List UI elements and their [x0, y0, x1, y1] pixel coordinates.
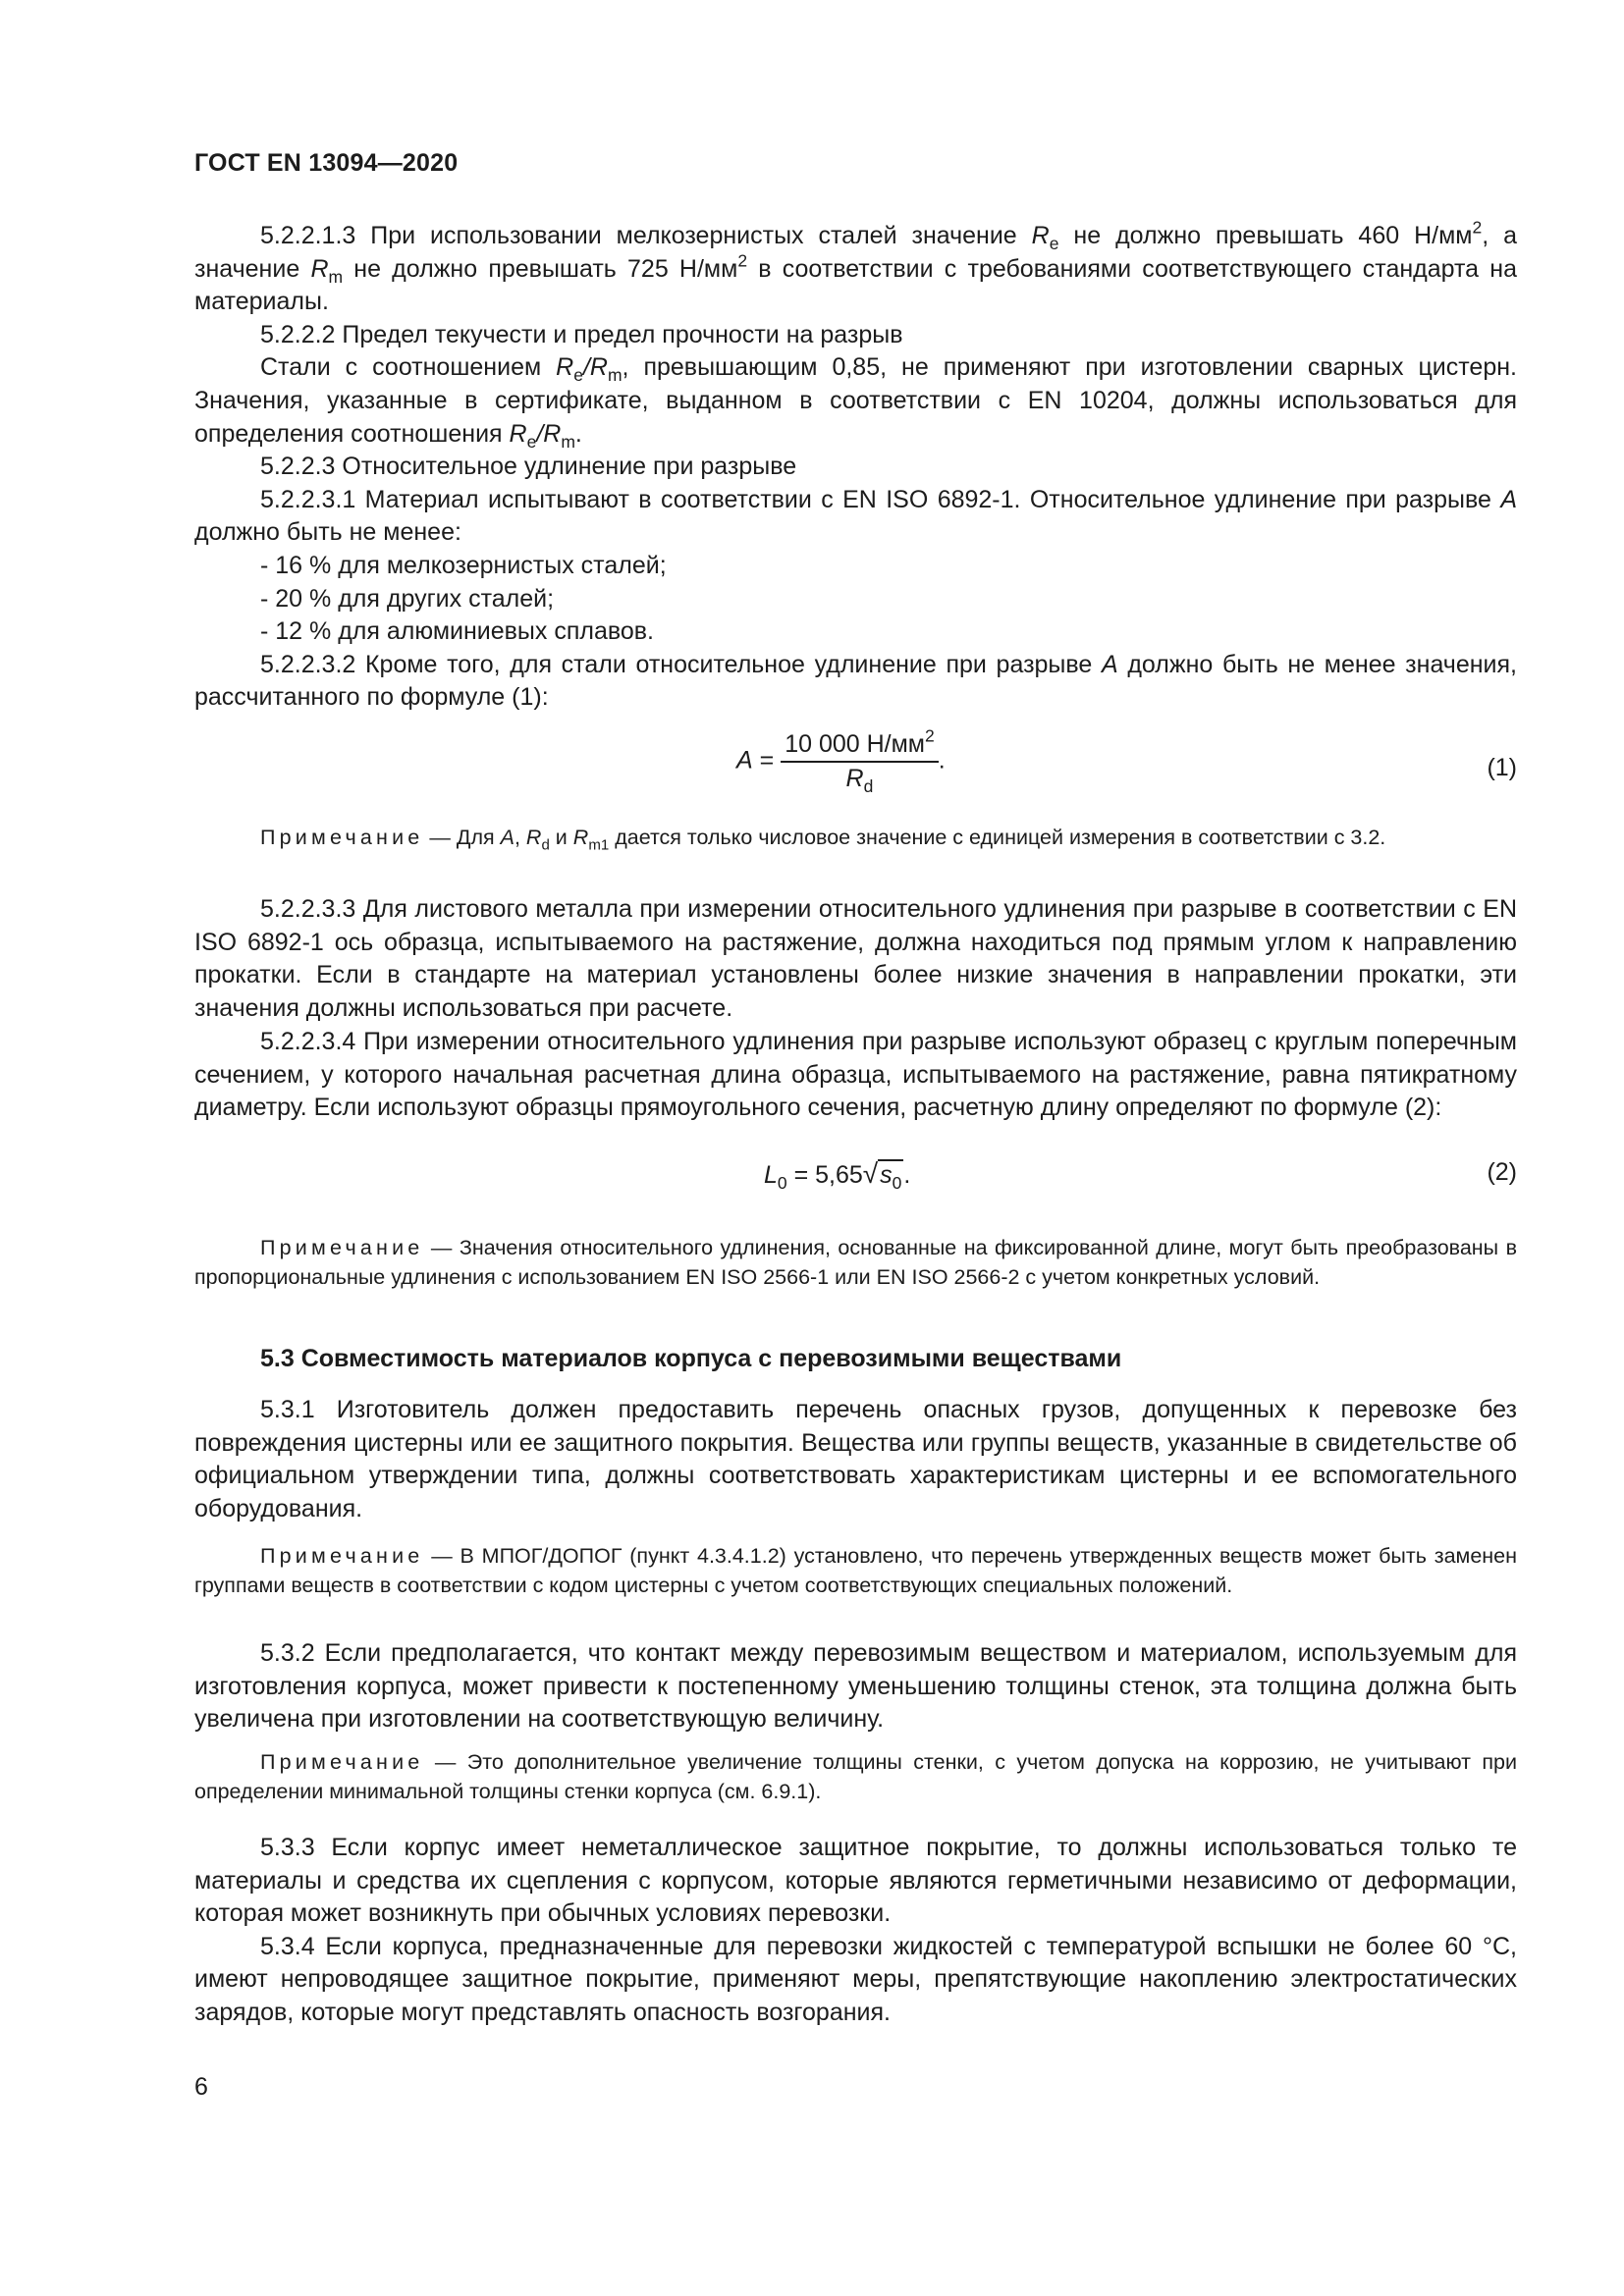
radicand [878, 1159, 903, 1194]
paragraph [194, 217, 1518, 319]
text: не должно превышать 725 Н/мм [343, 254, 738, 283]
formula-1 [194, 725, 1517, 809]
text: в соответствии с требованиями соответствующего стандарта на материалы. [194, 254, 1517, 316]
text: 5.2.2.3.2 Кроме того, для стали относительное удлинение при разрыве [260, 650, 1102, 678]
list-item: - 12 % для алюминиевых сплавов. [260, 617, 655, 646]
section-5-2-2-3-3 [194, 893, 1517, 1025]
subscript: m [607, 365, 623, 386]
variable: R [589, 353, 608, 382]
text: , а значение [194, 222, 1518, 283]
subscript: m [561, 431, 575, 452]
paragraph: 5.3.4 Если корпуса, предназначенные для перевозки жидкостей с температурой вспышки не более 60 °C, имеют непроводящее защитное покрытие, применяют меры, препятствующие накоплению электростатических зарядов, которые могут представлять опасность возгорания. [194, 1932, 1517, 2026]
note-label: Примечание [260, 1750, 424, 1774]
subscript: 0 [777, 1173, 787, 1194]
paragraph: 5.3.1 Изготовитель должен предоставить перечень опасных грузов, допущенных к перевозке без повреждения цистерны или ее защитного покрытия. Вещества или группы веществ, указанные в свидетельстве об официальном утверждении типа, должны соответствовать характеристикам цистерны и ее вспомогательного оборудования. [194, 1396, 1517, 1522]
paragraph: 5.2.2.3.3 Для листового металла при измерении относительного удлинения при разрыве в соответствии с EN ISO 6892-1 ось образца, испытываемого на растяжение, должна находиться под прямым углом к направлению прокатки. Если в стандарте на материал установлены более низкие значения в направлении прокатки, эти значения должны использоваться при расчете. [194, 895, 1517, 1022]
section-5-3 [194, 1345, 1517, 1373]
subscript: d [541, 836, 550, 854]
subscript: 0 [892, 1173, 902, 1194]
section-5-3-2 [194, 1637, 1517, 1736]
variable: s [880, 1161, 893, 1189]
section-5-3-3-and-5-3-4 [194, 1832, 1517, 2030]
formula-number: (2) [1487, 1158, 1517, 1186]
note-label: Примечание [260, 1544, 424, 1568]
note-label: Примечание [260, 826, 424, 849]
note-2 [194, 1233, 1517, 1292]
paragraph [194, 649, 1517, 715]
subscript: e [573, 365, 583, 386]
note-paragraph [194, 1541, 1517, 1600]
variable: R [310, 254, 329, 283]
formula-2 [194, 1158, 1517, 1198]
text: — В МПОГ/ДОПОГ (пункт 4.3.4.1.2) установлено, что перечень утвержденных веществ может быть заменен группами веществ в соответствии с кодом цистерны с учетом соответствующих специальных положений. [194, 1544, 1517, 1597]
text: не должно превышать 460 Н/мм [1058, 222, 1473, 249]
text: дается только числовое значение с единицей измерения в соответствии с 3.2. [609, 826, 1386, 849]
section-5-2-2-1-3 [194, 217, 1518, 715]
section-5-3-1 [194, 1394, 1517, 1525]
section-heading: 5.3 Совместимость материалов корпуса с перевозимыми веществами [260, 1345, 1122, 1372]
text: , превышающим 0,85, не применяют при изготовлении сварных цистерн. Значения, указанные в сертификате, выданном в соответствии с EN 10204, должны использоваться для определения соотношения [194, 353, 1517, 448]
radical-sign: √ [862, 1158, 879, 1189]
variable: A [1500, 485, 1517, 513]
formula-body [736, 725, 946, 797]
subsection-title: 5.2.2.3 Относительное удлинение при разрыве [260, 453, 797, 481]
variable: R [543, 419, 562, 448]
text: — Значения относительного удлинения, основанные на фиксированной длине, могут быть преобразованы в пропорциональные удлинения с использованием EN ISO 2566-1 или EN ISO 2566-2 с учетом конкретных условий. [194, 1236, 1517, 1289]
paragraph: 5.3.3 Если корпус имеет неметаллическое защитное покрытие, то должны использоваться только те материалы и средства их сцепления с корпусом, которые являются герметичными независимо от деформации, которая может возникнуть при обычных условиях перевозки. [194, 1834, 1517, 1928]
text: . [574, 419, 582, 448]
text: и [549, 826, 573, 849]
note-1 [194, 823, 1517, 852]
formula-body [764, 1158, 911, 1194]
paragraph [194, 484, 1517, 550]
section-5-2-2-3-4 [194, 1026, 1517, 1125]
text: Стали с соотношением [260, 353, 557, 382]
superscript: 2 [737, 250, 748, 271]
text: , [514, 826, 526, 849]
period: . [938, 746, 946, 774]
text: 5.2.2.3.1 Материал испытывают в соответствии с EN ISO 6892-1. Относительное удлинение при разрыве [260, 485, 1501, 513]
variable: A [1101, 650, 1118, 678]
subscript: m [328, 266, 344, 287]
note-3 [194, 1541, 1517, 1600]
variable: R [509, 419, 527, 448]
note-paragraph [194, 1747, 1517, 1806]
note-paragraph [194, 1233, 1517, 1292]
fraction [781, 725, 939, 797]
slash: / [536, 419, 544, 448]
text: — Это дополнительное увеличение толщины стенки, с учетом допуска на коррозию, не учитывают при определении минимальной толщины стенки корпуса (см. 6.9.1). [194, 1750, 1517, 1803]
subsection-title: 5.2.2.2 Предел текучести и предел прочности на разрыв [260, 320, 903, 348]
variable: R [1031, 222, 1050, 249]
variable: R [525, 826, 542, 849]
note-label: Примечание [260, 1236, 424, 1259]
slash: / [582, 353, 590, 382]
equals: = 5,65 [786, 1161, 863, 1189]
paragraph: 5.3.2 Если предполагается, что контакт между перевозимым веществом и материалом, используемым для изготовления корпуса, может привести к постепенному уменьшению толщины стенок, эта толщина должна быть увеличена при изготовлении на соответствующую величину. [194, 1639, 1517, 1734]
variable: R [572, 826, 589, 849]
text: должно быть не менее значения, рассчитанного по формуле (1): [194, 650, 1517, 712]
equals: = [752, 746, 782, 774]
variable: R [556, 353, 574, 382]
list-item: - 16 % для мелкозернистых сталей; [260, 551, 667, 579]
superscript: 2 [924, 725, 935, 746]
text: 5.2.2.1.3 При использовании мелкозернистых сталей значение [260, 222, 1032, 249]
subscript: e [526, 431, 537, 452]
period: . [903, 1161, 911, 1189]
page-number: 6 [194, 2073, 208, 2101]
formula-number: (1) [1487, 754, 1517, 781]
text: — Для [423, 826, 501, 849]
note-4 [194, 1747, 1517, 1806]
superscript: 2 [1472, 217, 1483, 238]
variable: L [764, 1161, 778, 1189]
numerator [781, 725, 939, 763]
variable: R [845, 765, 864, 792]
text: 10 000 Н/мм [785, 730, 925, 758]
subscript: e [1049, 234, 1059, 254]
subscript: d [863, 776, 874, 797]
list-item: - 20 % для других сталей; [260, 584, 555, 613]
subscript: m1 [588, 836, 610, 854]
document-header: ГОСТ EN 13094—2020 [194, 149, 459, 177]
variable: A [736, 746, 753, 774]
text: должно быть не менее: [194, 518, 461, 547]
variable: A [500, 826, 514, 849]
paragraph: 5.2.2.3.4 При измерении относительного удлинения при разрыве используют образец с круглым поперечным сечением, у которого начальная расчетная длина образца, испытываемого на растяжение, равна пятикратному диаметру. Если используют образцы прямоугольного сечения, расчетную длину определяют по формуле (2): [194, 1028, 1517, 1122]
denominator [781, 763, 939, 797]
note-paragraph [194, 823, 1517, 852]
paragraph [194, 351, 1517, 451]
